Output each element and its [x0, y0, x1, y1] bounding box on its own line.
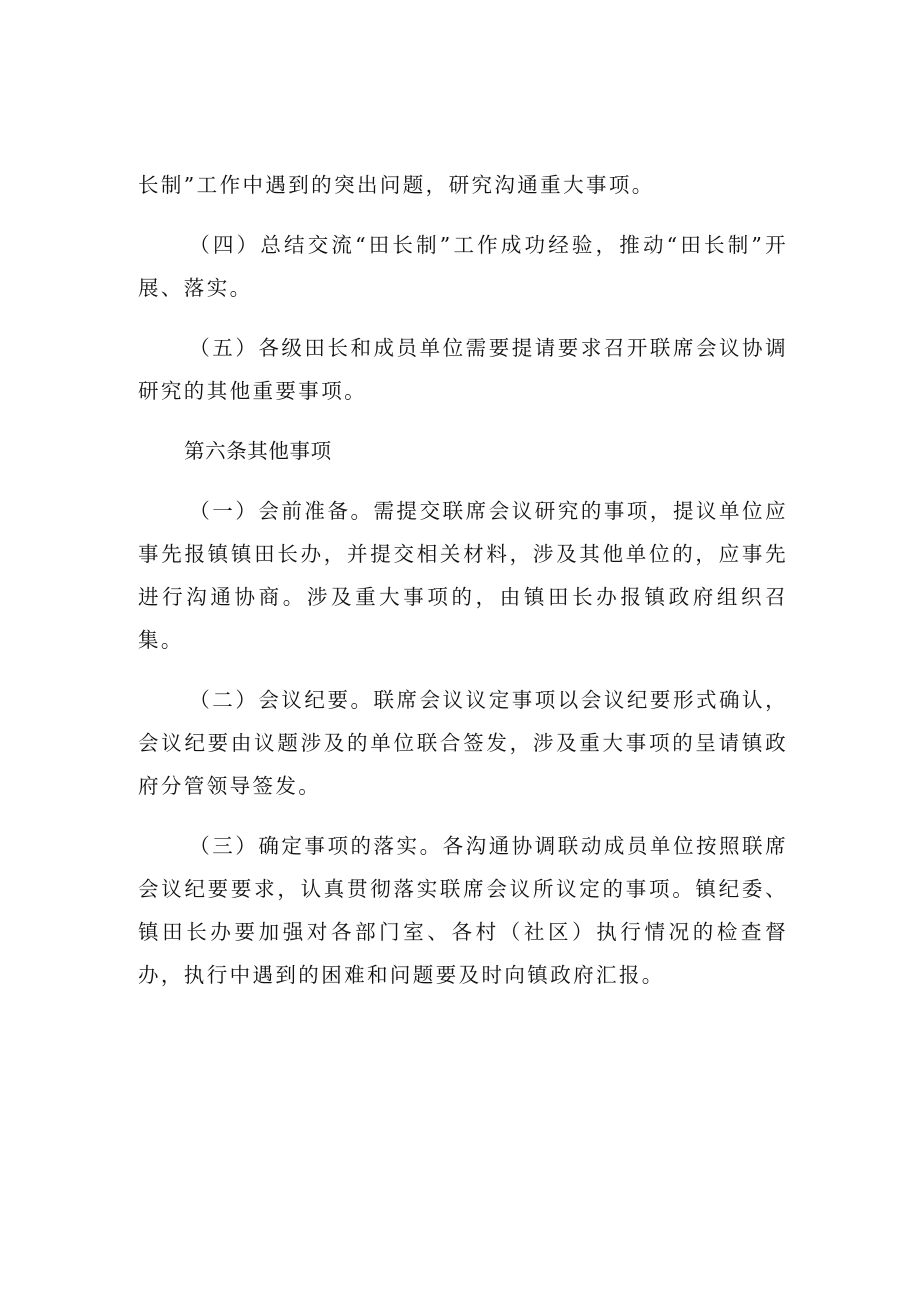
- paragraph-gap: [138, 207, 788, 224]
- paragraph-item-5: （五）各级田长和成员单位需要提请要求召开联席会议协调研究的其他重要事项。: [138, 336, 788, 403]
- paragraph-continuation: 长制”工作中遇到的突出问题，研究沟通重大事项。: [138, 173, 655, 197]
- paragraph-gap: [138, 473, 788, 490]
- article-heading: 第六条其他事项: [184, 439, 332, 463]
- paragraph-gap: [138, 808, 788, 825]
- paragraph-item-3: （三）确定事项的落实。各沟通协调联动成员单位按照联席会议纪要要求，认真贯彻落实联席会议所议定的事项。镇纪委、镇田长办要加强对各部门室、各村（社区）执行情况的检查督办，执行中遇到的困难和问题要及时向镇政府汇报。: [138, 834, 788, 987]
- paragraph-gap: [138, 662, 788, 679]
- paragraph-item-4: （四）总结交流“田长制”工作成功经验，推动“田长制”开展、落实。: [138, 233, 788, 300]
- document-body: [138, 164, 788, 997]
- paragraph-gap: [138, 413, 788, 430]
- paragraph-item-2: （二）会议纪要。联席会议议定事项以会议纪要形式确认，会议纪要由议题涉及的单位联合签发，涉及重大事项的呈请镇政府分管领导签发。: [138, 688, 788, 798]
- paragraph-item-1: （一）会前准备。需提交联席会议研究的事项，提议单位应事先报镇镇田长办，并提交相关材料，涉及其他单位的，应事先进行沟通协商。涉及重大事项的，由镇田长办报镇政府组织召集。: [138, 499, 788, 652]
- paragraph-gap: [138, 310, 788, 327]
